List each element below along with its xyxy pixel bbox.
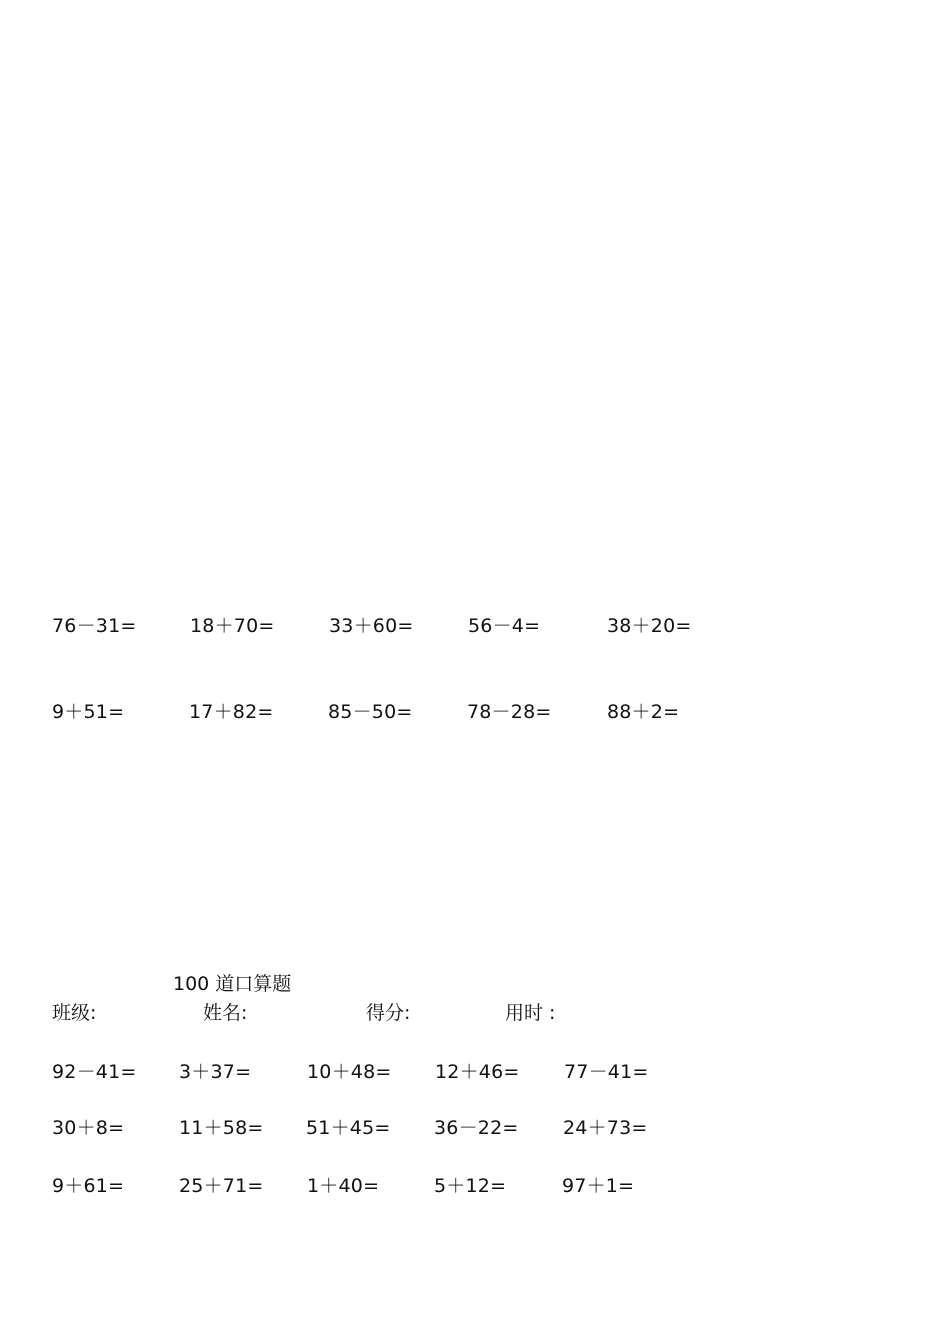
problem: 10＋48= — [307, 1061, 392, 1083]
problem: 97＋1= — [562, 1175, 635, 1197]
problem: 9＋51= — [52, 701, 125, 723]
problem: 9＋61= — [52, 1175, 125, 1197]
problem: 5＋12= — [434, 1175, 507, 1197]
problem: 88＋2= — [607, 701, 680, 723]
problem: 76－31= — [52, 615, 137, 637]
problem: 1＋40= — [307, 1175, 380, 1197]
problem: 36－22= — [434, 1117, 519, 1139]
problem: 77－41= — [564, 1061, 649, 1083]
score-label: 得分: — [366, 1002, 411, 1024]
class-label: 班级: — [52, 1002, 97, 1024]
problem: 78－28= — [467, 701, 552, 723]
problem: 18＋70= — [190, 615, 275, 637]
problem: 11＋58= — [179, 1117, 264, 1139]
problem: 38＋20= — [607, 615, 692, 637]
problem: 92－41= — [52, 1061, 137, 1083]
problem: 24＋73= — [563, 1117, 648, 1139]
problem: 33＋60= — [329, 615, 414, 637]
problem: 3＋37= — [179, 1061, 252, 1083]
problem: 17＋82= — [189, 701, 274, 723]
problem: 51＋45= — [306, 1117, 391, 1139]
name-label: 姓名: — [203, 1002, 248, 1024]
worksheet-title: 100 道口算题 — [173, 973, 292, 995]
problem: 30＋8= — [52, 1117, 125, 1139]
problem: 25＋71= — [179, 1175, 264, 1197]
problem: 56－4= — [468, 615, 541, 637]
time-label: 用时 : — [505, 1002, 556, 1024]
problem: 85－50= — [328, 701, 413, 723]
problem: 12＋46= — [435, 1061, 520, 1083]
